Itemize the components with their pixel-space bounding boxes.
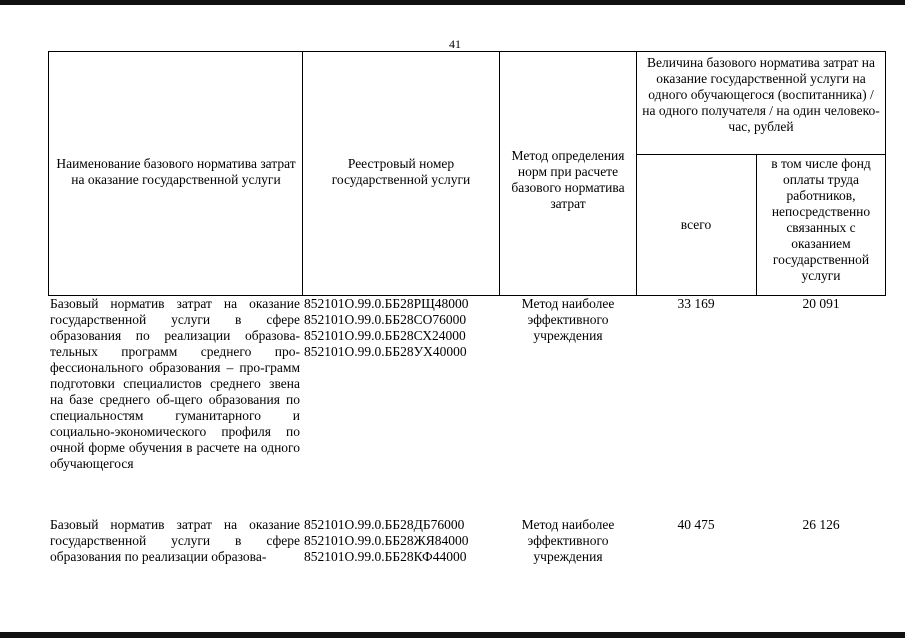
row-2-codes (304, 517, 500, 565)
page-bottom-border (0, 632, 905, 638)
registry-code: 852101О.99.0.ББ28ДБ76000 (304, 517, 465, 532)
page-number: 41 (449, 37, 461, 51)
registry-code: 852101О.99.0.ББ28УХ40000 (304, 344, 467, 359)
header-total: всего (680, 217, 712, 232)
row-1-codes (304, 296, 500, 360)
registry-code: 852101О.99.0.ББ28СО76000 (304, 312, 467, 327)
row-1-payroll: 20 091 (802, 296, 840, 311)
header-value-group: Величина базового норматива затрат на оказание государственной услуги на одного обучающегося (воспитанника) / на одного получателя / на один человеко-час, рублей (642, 55, 880, 134)
col-divider-1 (302, 51, 303, 296)
page-top-border (0, 0, 905, 5)
table-left-border (48, 51, 49, 296)
row-1-total: 33 169 (677, 296, 715, 311)
header-payroll: в том числе фонд оплаты труда работников, непосредственно связанных с оказанием государственной услуги (771, 156, 871, 283)
row-1-name: Базовый норматив затрат на оказание государственной услуги в сфере образования по реализации образова-тельных программ среднего про-фессионального образования – про-грамм подготовки специалистов среднего звена на базе среднего об-щего образования по специальностям гуманитарного и социально-экономического профиля по очной форме обучения в расчете на одного обучающегося (50, 296, 300, 471)
header-registry-number: Реестровый номер государственной услуги (331, 156, 471, 187)
row-2-payroll: 26 126 (802, 517, 840, 532)
registry-code: 852101О.99.0.ББ28СХ24000 (304, 328, 466, 343)
header-method: Метод определения норм при расчете базового норматива затрат (511, 148, 625, 211)
col-divider-4 (756, 154, 757, 296)
col-divider-3 (636, 51, 637, 296)
registry-code: 852101О.99.0.ББ28ЖЯ84000 (304, 533, 469, 548)
row-2-method: Метод наиболее эффективного учреждения (521, 517, 615, 564)
registry-code: 852101О.99.0.ББ28КФ44000 (304, 549, 467, 564)
col-divider-2 (499, 51, 500, 296)
registry-code: 852101О.99.0.ББ28РЩ48000 (304, 296, 469, 311)
row-2-name: Базовый норматив затрат на оказание государственной услуги в сфере образования по реализации образова- (50, 517, 300, 564)
row-2-total: 40 475 (677, 517, 715, 532)
table-right-border (885, 51, 886, 296)
value-subheader-divider (636, 154, 886, 155)
header-name: Наименование базового норматива затрат на оказание государственной услуги (56, 156, 296, 187)
table-top-border (48, 51, 886, 52)
row-1-method: Метод наиболее эффективного учреждения (521, 296, 615, 343)
